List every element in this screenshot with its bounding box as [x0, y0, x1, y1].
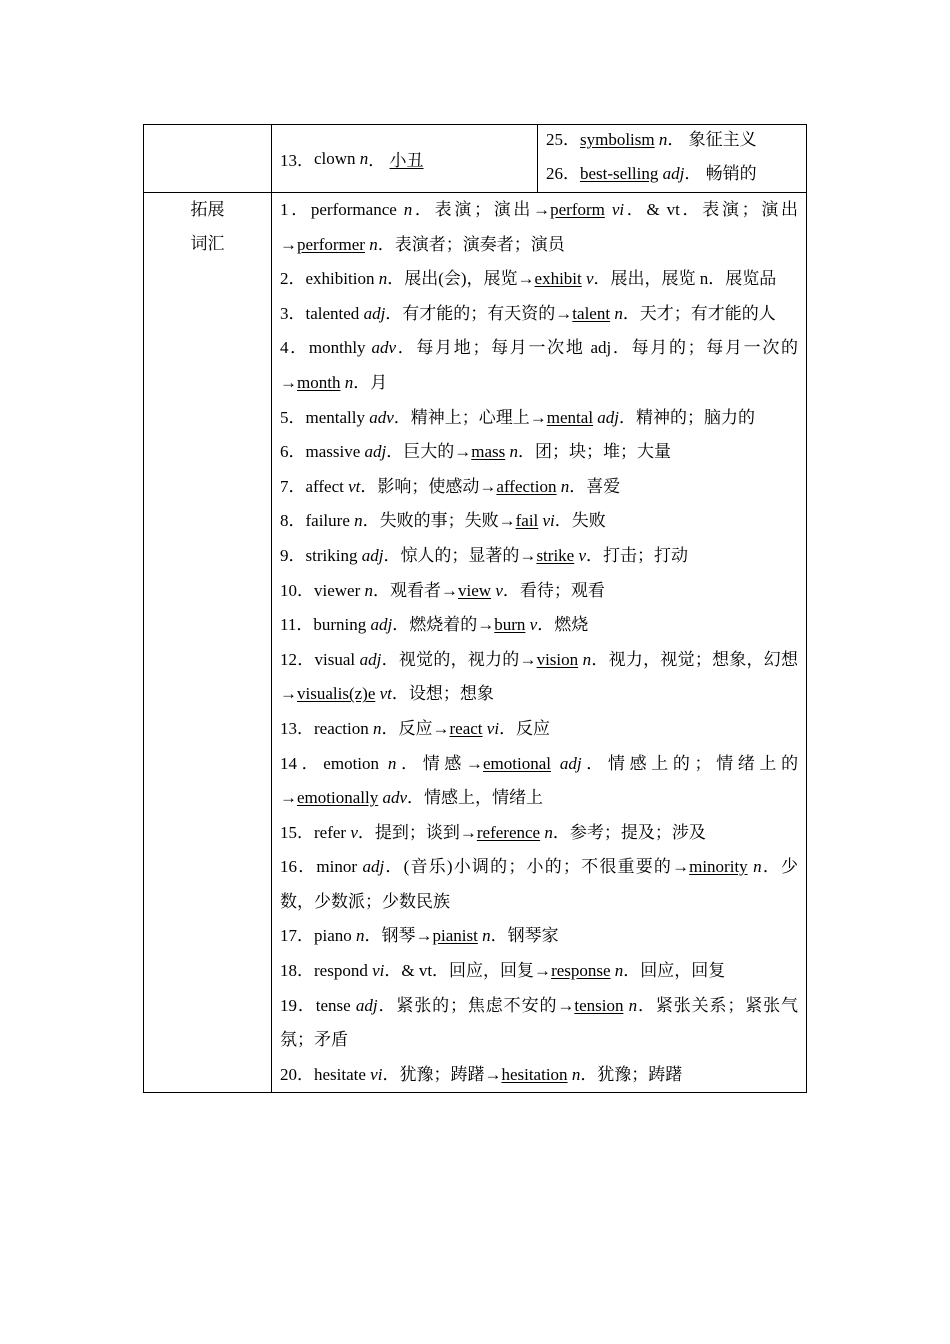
list-item: 4．monthly adv．每月地；每月一次地 adj．每月的；每月一次的→month n．月 [280, 338, 799, 392]
answer-text: performer [297, 234, 365, 254]
answer-text: visualis(z)e [297, 684, 376, 704]
entry-word: respond [314, 961, 368, 981]
part-of-speech: n [658, 130, 668, 149]
entry-word: monthly [308, 338, 366, 358]
list-item: 15．refer v．提到；谈到→reference n．参考；提及；涉及 [280, 822, 706, 842]
part-of-speech: n [753, 857, 762, 877]
meaning-text: 表演；演出→ [434, 200, 551, 219]
meaning-text: 惊人的；显著的→ [400, 545, 537, 565]
part-of-speech: n [378, 269, 388, 289]
part-of-speech: adj [559, 753, 582, 773]
entry-number: 9． [280, 545, 306, 565]
list-item: 18．respond vi．& vt．回应，回复→response n．回应，回复 [280, 961, 726, 981]
part-of-speech: n [369, 234, 378, 254]
part-of-speech: n [614, 303, 623, 323]
entry-number: 4． [280, 338, 309, 358]
part-of-speech: adj [359, 649, 382, 669]
meaning-text: 燃烧着的→ [409, 615, 495, 635]
part-of-speech: adv [371, 338, 397, 358]
list-item: 3．talented adj．有才能的；有天资的→talent n．天才；有才能的人 [280, 303, 776, 323]
meaning-text: ．钢琴家 [490, 926, 559, 946]
entry-number: 5． [280, 407, 306, 427]
part-of-speech: adv [369, 407, 394, 427]
list-item: 19．tense adj．紧张的；焦虑不安的→tension n．紧张关系；紧张气氛；矛盾 [280, 995, 799, 1050]
meaning-text: 影响；使感动→ [377, 476, 497, 496]
entry-word: piano [314, 926, 352, 946]
entry-word: viewer [314, 580, 361, 600]
part-of-speech: n [356, 926, 365, 946]
part-of-speech: n [387, 753, 397, 773]
answer-text: talent [572, 303, 611, 323]
answer-text: perform [550, 200, 605, 219]
part-of-speech: vi [370, 1064, 383, 1084]
meaning-text: ．天才；有才能的人 [622, 303, 776, 323]
part-of-speech: adj [355, 995, 378, 1015]
answer-text: burn [494, 615, 526, 635]
part-of-speech: vt [348, 476, 361, 496]
meaning-text: ．展出，展览 n．展览品 [593, 269, 777, 289]
meaning-text: ．少数，少数派；少数民族 [280, 857, 799, 911]
part-of-speech: v [529, 615, 538, 635]
entry-word: failure [305, 511, 350, 531]
entry-word: affect [305, 476, 344, 496]
meaning-text: 反应→ [398, 718, 450, 738]
list-item: 14．emotion n．情感→emotional adj．情感上的；情绪上的→emotionally adv．情感上，情绪上 [280, 753, 799, 808]
entry-number: 15． [280, 822, 314, 842]
meaning-text: ．团；块；堆；大量 [518, 442, 672, 462]
meaning-text: 紧张的；焦虑不安的→ [396, 995, 575, 1015]
meaning-text: 畅销的 [705, 164, 757, 183]
meaning-text: 提到；谈到→ [374, 822, 477, 842]
answer-text: emotionally [297, 788, 379, 808]
answer-text: view [458, 580, 492, 600]
list-item: 13．reaction n．反应→react vi．反应 [280, 718, 551, 738]
part-of-speech: n [509, 442, 519, 462]
meaning-text: ．喜爱 [569, 476, 621, 496]
part-of-speech: n [354, 511, 363, 531]
meaning-text: 象征主义 [688, 130, 757, 149]
entry-word: tense [315, 995, 351, 1015]
entries-25-26 [538, 125, 806, 192]
answer-text: fail [515, 511, 539, 531]
part-of-speech: n [614, 961, 624, 981]
answer-text: affection [496, 476, 557, 496]
entry-number: 20． [280, 1064, 314, 1084]
entry-number: 25． [546, 130, 580, 149]
answer-text: reference [476, 822, 541, 842]
list-item: 1．performance n．表演；演出→perform vi．& vt．表演；演出→performer n．表演者；演奏者；演员 [280, 200, 799, 254]
meaning-text: ．看待；观看 [502, 580, 605, 600]
answer-text: best-selling [580, 164, 659, 183]
entry-symbolism: 25．symbolism n． 象征主义 [546, 130, 757, 149]
entry-clown: 13． clown n ． 小丑 [272, 125, 538, 192]
meaning-text: & vt．回应，回复→ [401, 961, 552, 981]
split-cells [272, 125, 806, 192]
entry-number: 12． [280, 649, 315, 669]
entry-word: hesitate [314, 1064, 366, 1084]
entry-word: burning [313, 615, 367, 635]
answer-text: strike [536, 545, 575, 565]
answer-text: exhibit [534, 269, 582, 289]
answer-text: pianist [432, 926, 478, 946]
part-of-speech: n [403, 200, 413, 219]
list-item: 17．piano n．钢琴→pianist n．钢琴家 [280, 926, 559, 946]
meaning-text: ．月 [353, 372, 388, 392]
meaning-text: 巨大的→ [403, 442, 472, 462]
entry-word: striking [305, 545, 358, 565]
meaning-text: 失败的事；失败→ [379, 511, 516, 531]
entry-word: mentally [305, 407, 365, 427]
entry-word: reaction [314, 718, 369, 738]
answer-text: response [551, 961, 611, 981]
entry-number: 16． [280, 857, 317, 877]
list-item: 6．massive adj．巨大的→mass n．团；块；堆；大量 [280, 442, 672, 462]
entry-word: exhibition [305, 269, 375, 289]
entry-number: 14． [280, 753, 324, 773]
entry-best-selling: 26．best-selling adj． 畅销的 [546, 164, 757, 183]
meaning-text: 每月地；每月一次地 adj．每月的；每月一次的→ [280, 338, 799, 392]
meaning-text: (音乐)小调的；小的；不很重要的→ [403, 857, 690, 877]
part-of-speech: n [344, 372, 354, 392]
table-row-top [143, 124, 807, 193]
meaning-text: ．情感上的；情绪上的→ [280, 753, 799, 808]
meaning-text: ．参考；提及；涉及 [552, 822, 706, 842]
meaning-text: ．& vt．表演；演出→ [280, 200, 799, 254]
part-of-speech: vi [372, 961, 385, 981]
meaning-text: 展出(会)，展览→ [404, 269, 535, 289]
entry-number: 7． [280, 476, 306, 496]
meaning-text: 犹豫；踌躇→ [399, 1064, 502, 1084]
answer-text: mental [546, 407, 594, 427]
answer-text: vision [536, 649, 579, 669]
meaning-text: 视觉的，视力的→ [398, 649, 537, 669]
entry-word: visual [314, 649, 356, 669]
meaning-text: 情感→ [422, 753, 484, 773]
list-item: 2．exhibition n．展出(会)，展览→exhibit v．展出，展览 n．展览品 [280, 269, 777, 289]
vocabulary-table [143, 124, 807, 1093]
list-item: 5．mentally adv．精神上；心理上→mental adj．精神的；脑力的 [280, 407, 756, 427]
entry-word: performance [310, 200, 397, 219]
part-of-speech: adj [363, 303, 386, 323]
entry-number: 1． [280, 200, 311, 219]
answer-text: month [297, 372, 341, 392]
answer-text: 小丑 [389, 151, 424, 170]
entry-number: 3． [280, 303, 306, 323]
entry-number: 19． [280, 995, 316, 1015]
entry-number: 11． [280, 615, 314, 635]
part-of-speech: vi [542, 511, 555, 531]
meaning-text: ．打击；打动 [586, 545, 689, 565]
part-of-speech: n [373, 718, 382, 738]
part-of-speech: n [364, 580, 374, 600]
list-item: 7．affect vt．影响；使感动→affection n．喜爱 [280, 476, 621, 496]
empty-category-cell [144, 125, 272, 192]
part-of-speech: n [359, 148, 369, 168]
part-of-speech: adj [364, 442, 387, 462]
list-item: 9．striking adj．惊人的；显著的→strike v．打击；打动 [280, 545, 689, 565]
part-of-speech: adj [370, 615, 393, 635]
answer-text: emotional [483, 753, 551, 773]
answer-text: symbolism [580, 130, 655, 149]
meaning-text: ．燃烧 [537, 615, 589, 635]
entry-word: clown [314, 148, 356, 168]
part-of-speech: v [495, 580, 503, 600]
meaning-text: 有才能的；有天资的→ [402, 303, 573, 323]
part-of-speech: v [586, 269, 594, 289]
part-of-speech: n [628, 995, 638, 1015]
answer-text: hesitation [501, 1064, 568, 1084]
part-of-speech: adj [362, 857, 385, 877]
meaning-text: ．反应 [499, 718, 551, 738]
entry-word: massive [305, 442, 361, 462]
part-of-speech: adj [361, 545, 384, 565]
list-item: 16．minor adj．(音乐)小调的；小的；不很重要的→minority n．少数，少数派；少数民族 [280, 857, 799, 911]
meaning-text: ．失败 [554, 511, 606, 531]
meaning-text: ．犹豫；踌躇 [580, 1064, 683, 1084]
top-row-content [272, 125, 806, 192]
meaning-text: 精神上；心理上→ [410, 407, 547, 427]
meaning-text: ．表演者；演奏者；演员 [377, 234, 565, 254]
part-of-speech: adj [597, 407, 620, 427]
meaning-text: ．精神的；脑力的 [619, 407, 756, 427]
entry-word: refer [314, 822, 347, 842]
part-of-speech: adj [662, 164, 685, 183]
meaning-text: 钢琴→ [381, 926, 433, 946]
part-of-speech: n [560, 476, 570, 496]
part-of-speech: v [350, 822, 358, 842]
meaning-text: ．视力，视觉；想象，幻想→ [280, 649, 799, 704]
entry-number: 10． [280, 580, 314, 600]
part-of-speech: n [544, 822, 553, 842]
meaning-text: 观看者→ [390, 580, 459, 600]
list-item: 12．visual adj．视觉的，视力的→vision n．视力，视觉；想象，幻想→visualis(z)e vt．设想；想象 [280, 649, 799, 704]
entry-number: 17． [280, 926, 314, 946]
list-item: 10．viewer n．观看者→view v．看待；观看 [280, 580, 605, 600]
category-label-line2: 词汇 [190, 234, 225, 253]
part-of-speech: vi [611, 200, 625, 219]
answer-text: mass [471, 442, 506, 462]
entry-number: 13． [280, 151, 314, 170]
entry-word: talented [305, 303, 360, 323]
meaning-text: ．情感上，情绪上 [407, 788, 544, 808]
part-of-speech: vi [486, 718, 500, 738]
entry-number: 8． [280, 511, 306, 531]
meaning-text: ．回应，回复 [623, 961, 726, 981]
part-of-speech: v [578, 545, 587, 565]
meaning-text: ．设想；想象 [391, 684, 494, 704]
part-of-speech: vt [379, 684, 392, 704]
list-item: 20．hesitate vi．犹豫；踌躇→hesitation n．犹豫；踌躇 [280, 1064, 683, 1084]
entry-word: minor [316, 857, 358, 877]
part-of-speech: n [482, 926, 491, 946]
part-of-speech: adv [382, 788, 408, 808]
table-row-extended-vocabulary [143, 193, 807, 1093]
category-label-line1: 拓展 [190, 200, 225, 219]
list-item: 8．failure n．失败的事；失败→fail vi．失败 [280, 511, 606, 531]
entry-number: 6． [280, 442, 306, 462]
entry-number: 26． [546, 164, 580, 183]
answer-text: tension [574, 995, 624, 1015]
entry-number: 2． [280, 269, 306, 289]
entries-list [272, 193, 806, 1092]
entry-number: 13． [280, 718, 314, 738]
part-of-speech: n [571, 1064, 581, 1084]
entry-number: 18． [280, 961, 314, 981]
answer-text: minority [689, 857, 748, 877]
entry-word: emotion [323, 753, 380, 773]
category-cell [144, 193, 272, 1092]
meaning-text: ．紧张关系；紧张气氛；矛盾 [280, 995, 799, 1050]
answer-text: react [449, 718, 483, 738]
list-item: 11．burning adj．燃烧着的→burn v．燃烧 [280, 615, 589, 635]
part-of-speech: n [582, 649, 592, 669]
